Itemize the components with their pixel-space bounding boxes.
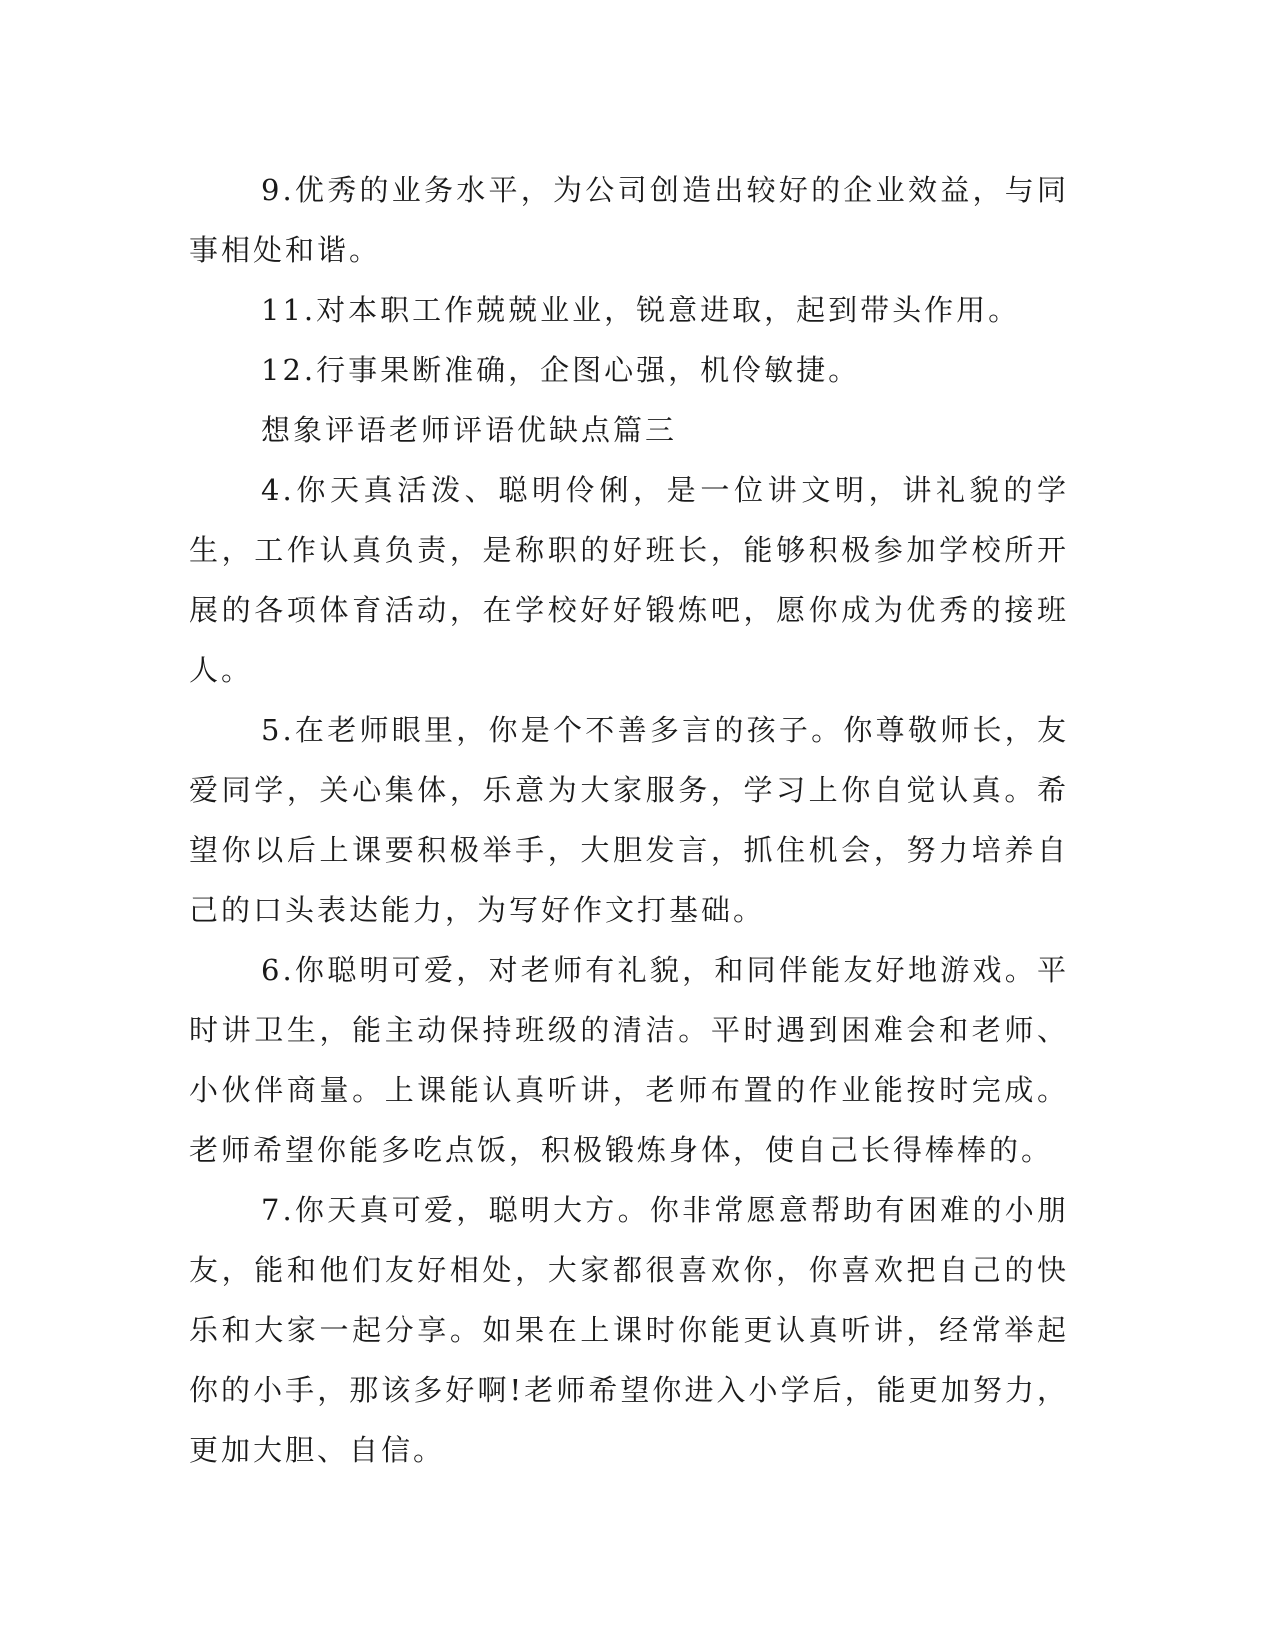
paragraph-6: 6.你聪明可爱，对老师有礼貌，和同伴能友好地游戏。平时讲卫生，能主动保持班级的清洁。平时遇到困难会和老师、小伙伴商量。上课能认真听讲，老师布置的作业能按时完成。老师希望你能多吃点饭，积极锻炼身体，使自己长得棒棒的。: [189, 953, 1069, 1167]
section-heading: 想象评语老师评语优缺点篇三: [261, 413, 678, 447]
paragraph-7: 7.你天真可爱，聪明大方。你非常愿意帮助有困难的小朋友，能和他们友好相处，大家都很喜欢你，你喜欢把自己的快乐和大家一起分享。如果在上课时你能更认真听讲，经常举起你的小手，那该多好啊!老师希望你进入小学后，能更加努力，更加大胆、自信。: [189, 1193, 1069, 1467]
paragraph-9: 9.优秀的业务水平，为公司创造出较好的企业效益，与同事相处和谐。: [189, 173, 1069, 267]
document-body: [189, 160, 1069, 1480]
paragraph-5: 5.在老师眼里，你是个不善多言的孩子。你尊敬师长，友爱同学，关心集体，乐意为大家服务，学习上你自觉认真。希望你以后上课要积极举手，大胆发言，抓住机会，努力培养自己的口头表达能力，为写好作文打基础。: [189, 713, 1069, 927]
paragraph-4: 4.你天真活泼、聪明伶俐，是一位讲文明，讲礼貌的学生，工作认真负责，是称职的好班长，能够积极参加学校所开展的各项体育活动，在学校好好锻炼吧，愿你成为优秀的接班人。: [189, 473, 1069, 687]
paragraph-12: 12.行事果断准确，企图心强，机伶敏捷。: [261, 353, 861, 387]
paragraph-11: 11.对本职工作兢兢业业，锐意进取，起到带头作用。: [261, 293, 1021, 327]
